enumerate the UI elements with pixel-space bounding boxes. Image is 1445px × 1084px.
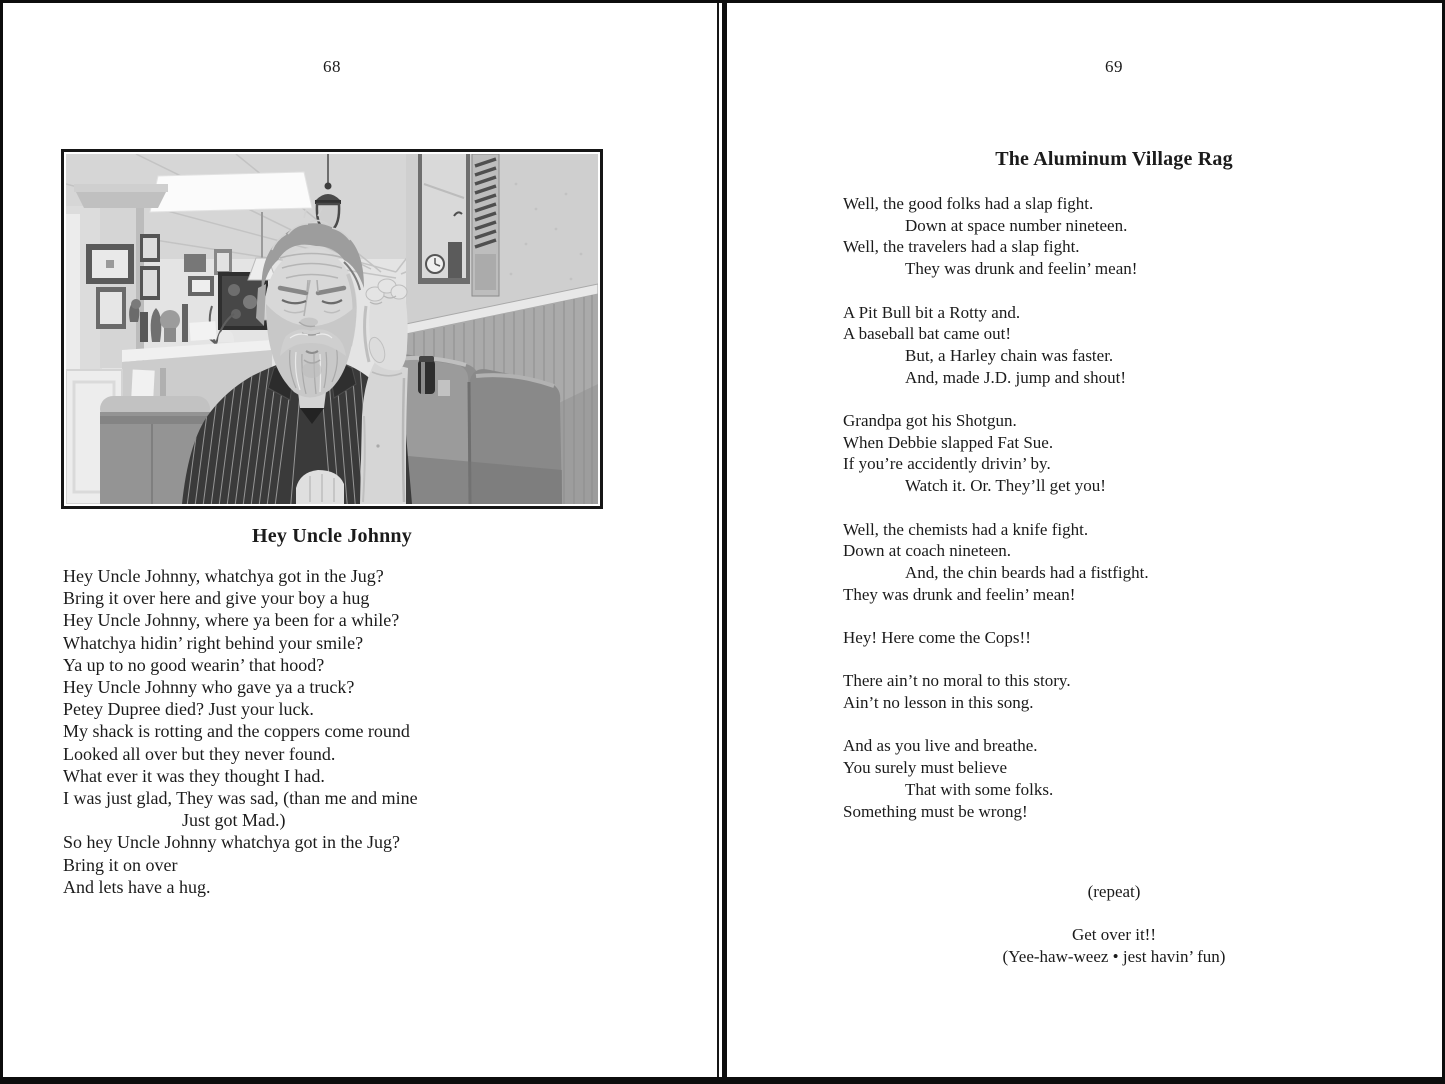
- poem-line: That with some folks.: [905, 779, 1054, 799]
- mirror: [418, 154, 470, 284]
- poem-line: Hey Uncle Johnny, whatchya got in the Jug?: [63, 566, 384, 586]
- poem-stanza: [843, 302, 1423, 389]
- coda-repeat: (repeat): [1087, 882, 1141, 901]
- poem-line: Whatchya hidin’ right behind your smile?: [63, 632, 364, 653]
- poem-line: Well, the chemists had a knife fight.: [843, 519, 1089, 539]
- poem-line: What ever it was they thought I had.: [63, 765, 325, 786]
- poem-stanza: [843, 410, 1423, 497]
- poem-line: And lets have a hug.: [63, 876, 211, 897]
- fluorescent-light: [150, 172, 312, 212]
- poem-line: Ain’t no lesson in this song.: [843, 693, 1034, 713]
- right-page-number: 69: [1105, 57, 1123, 76]
- poem-line: Down at space number nineteen.: [905, 215, 1128, 235]
- poem-line: Petey Dupree died? Just your luck.: [63, 699, 314, 720]
- poem-line: They was drunk and feelin’ mean!: [843, 584, 1076, 604]
- poem-line: Down at coach nineteen.: [843, 541, 1012, 561]
- poem-line: Hey Uncle Johnny, where ya been for a while?: [63, 610, 400, 631]
- poem-line: Something must be wrong!: [843, 801, 1028, 821]
- poem-line: If you’re accidently drivin’ by.: [843, 454, 1051, 474]
- coda-line2: (Yee-haw-weez • jest havin’ fun): [1002, 947, 1226, 966]
- poem-stanza: [843, 193, 1423, 280]
- forearm: [360, 360, 408, 504]
- poem-line: Looked all over but they never found.: [63, 743, 336, 764]
- poem-line: So hey Uncle Johnny whatchya got in the Jug?: [63, 832, 400, 853]
- poem-line: My shack is rotting and the coppers come round: [63, 721, 410, 742]
- poem-line: But, a Harley chain was faster.: [905, 345, 1114, 365]
- coda-line1: Get over it!!: [1071, 925, 1157, 944]
- left-page-number: 68: [323, 57, 341, 76]
- photo-frame: [61, 149, 603, 509]
- poem-line: A Pit Bull bit a Rotty and.: [843, 302, 1021, 322]
- right-poem-title: The Aluminum Village Rag: [995, 148, 1233, 170]
- poem-stanza: [843, 670, 1423, 713]
- poem-line: And, made J.D. jump and shout!: [905, 367, 1126, 387]
- gutter-line: [717, 3, 719, 1077]
- poem-line: Bring it over here and give your boy a hug: [63, 588, 370, 609]
- poem-line: And, the chin beards had a fistfight.: [905, 562, 1149, 582]
- poem-line: Hey Uncle Johnny who gave ya a truck?: [63, 677, 355, 698]
- poem-line: Bring it on over: [63, 854, 178, 875]
- poem-line: Well, the travelers had a slap fight.: [843, 237, 1080, 257]
- poem-line: Well, the good folks had a slap fight.: [843, 194, 1094, 213]
- poem-line: I was just glad, They was sad, (than me and mine: [63, 788, 418, 809]
- louver-shutter: [472, 154, 499, 296]
- diner-photo: [66, 154, 598, 504]
- poem-line: And as you live and breathe.: [843, 736, 1038, 756]
- poem-line: When Debbie slapped Fat Sue.: [843, 432, 1054, 452]
- left-poem-title: Hey Uncle Johnny: [252, 525, 412, 547]
- poem-stanza: [843, 627, 1423, 649]
- poem-line: A baseball bat came out!: [843, 324, 1012, 344]
- left-page: [3, 3, 720, 1077]
- right-page: [722, 3, 1442, 1077]
- right-poem: [843, 193, 1423, 844]
- poem-line: You surely must believe: [843, 758, 1008, 778]
- page-divider: [722, 3, 727, 1077]
- poem-line: They was drunk and feelin’ mean!: [905, 259, 1138, 279]
- poem-line: There ain’t no moral to this story.: [843, 671, 1071, 691]
- poem-line: Just got Mad.): [182, 810, 286, 831]
- poem-stanza: [843, 519, 1423, 606]
- poem-stanza: [843, 735, 1423, 822]
- poem-line: Hey! Here come the Cops!!: [843, 628, 1031, 647]
- left-poem: [63, 565, 683, 898]
- poem-line: Watch it. Or. They’ll get you!: [905, 476, 1106, 496]
- poem-line: Ya up to no good wearin’ that hood?: [63, 654, 325, 675]
- poem-line: Grandpa got his Shotgun.: [843, 411, 1017, 430]
